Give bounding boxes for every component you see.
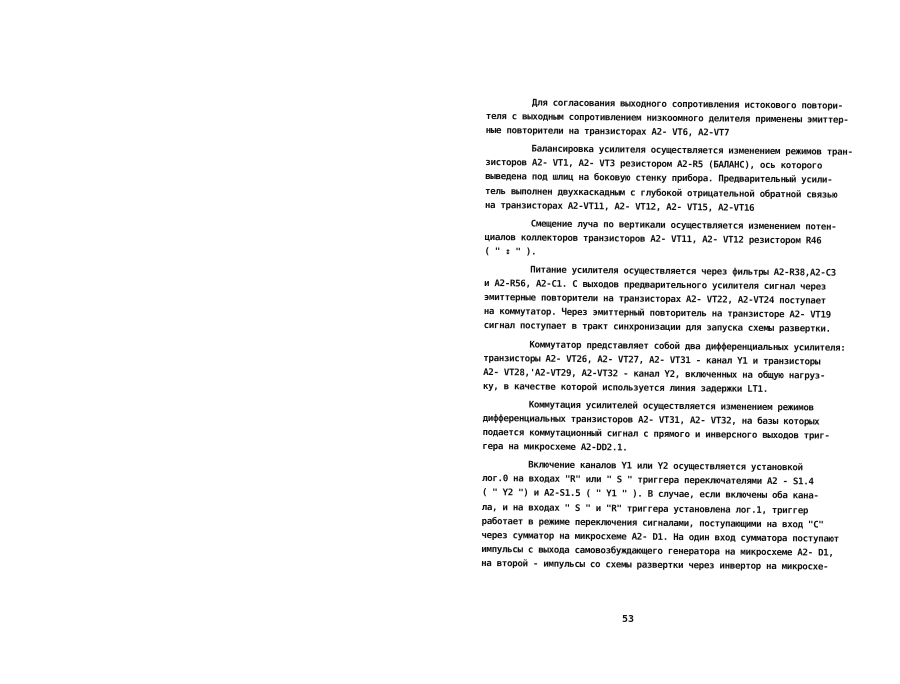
page-number: 53	[622, 614, 635, 625]
text-line: выведена под шлиц на боковую стенку прибора. Предварительный усили-	[485, 171, 833, 187]
text-line: транзисторы А2- VT26, А2- VT27, А2- VT31 - канал Y1 и транзисторы	[483, 352, 821, 368]
text-line: на коммутатор. Через эмиттерный повторитель на транзисторе А2- VT19	[483, 306, 831, 321]
text-line: сигнал поступает в тракт синхронизации для запуска схемы развертки.	[483, 320, 831, 336]
paragraph-commutation	[482, 398, 855, 458]
text-line: Для согласования выходного сопротивления истокового повтори-	[531, 97, 843, 112]
text-line: А2- VT28,'А2-VT29, А2-VT32 - канал Y2, включенных на общую нагруз-	[483, 366, 826, 382]
text-line: гера на микросхеме А2-DD2.1.	[482, 441, 628, 454]
text-line: ку, в качестве которой используется линия задержки LT1.	[482, 380, 768, 395]
paragraph-commutator	[483, 337, 856, 397]
text-line: теля с выходным сопротивлением низкоомного делителя применены эмиттер-	[485, 111, 849, 126]
text-line: ( " Y2 ") и А2-S1.5 ( " Y1 " ). В случае, если включены оба кана-	[481, 487, 819, 502]
text-line: через сумматор на микросхеме А2- D1. На один вход сумматора поступают	[481, 529, 839, 545]
document-text-column	[481, 96, 858, 579]
text-line: Коммутатор представляет собой два дифференциальных усилителя:	[529, 338, 846, 354]
text-line: Балансировка усилителя осуществляется изменением режимов тран-	[531, 143, 853, 159]
text-line: и А2-R56, А2-С1. С выходов предварительного усилителя сигнал через	[483, 278, 827, 293]
text-line: ла, и на входах " S " и "R" триггера установлена лог.1, триггер	[481, 501, 809, 516]
text-line: подается коммутационный сигнал с прямого и инверсного выходов триг-	[482, 427, 830, 442]
text-line: циалов коллекторов транзисторов А2- VT11, А2- VT12 резистором R46	[484, 231, 822, 247]
paragraph-vertical-shift	[484, 217, 856, 263]
text-line: Включение каналов Y1 или Y2 осуществляется установкой	[528, 459, 803, 474]
text-line: на транзисторах А2-VT11, А2- VT12, А2- VT15, А2-VT16	[484, 199, 755, 214]
text-line: лог.0 на входах "R" или " S " триггера переключателями А2 - S1.4	[481, 473, 814, 488]
text-line: Смещение луча по вертикали осуществляется изменением потен-	[530, 218, 837, 233]
text-line: эмиттерные повторители на транзисторах А2- VT22, А2-VT24 поступает	[483, 292, 826, 307]
text-line: зисторов А2- VT1, А2- VT3 резистором А2-R5 (БАЛАНС), ось которого	[485, 157, 823, 172]
text-line: ные повторители на транзисторах А2- VT6, А2-VT7	[485, 125, 730, 139]
text-line: работает в режиме переключения сигналами, поступающими на вход "С"	[481, 515, 824, 531]
text-line: дифференциальных транзисторов А2- VT31, А2- VT32, на базы которых	[482, 412, 820, 428]
text-line: на второй - импульсы со схемы развертки через инвертор на микросхе-	[481, 557, 829, 573]
text-line: Питание усилителя осуществляется через фильтры А2-R38,А2-С3	[530, 264, 836, 279]
paragraph-power-supply	[484, 263, 857, 337]
paragraph-balancing	[485, 142, 858, 216]
text-line: импульсы с выхода самовозбуждающего генератора на микросхеме А2- D1,	[481, 543, 834, 559]
text-line: Коммутация усилителей осуществляется изменением режимов	[528, 399, 814, 414]
text-line: тель выполнен двухкаскадным с глубокой отрицательной обратной связью	[484, 185, 838, 201]
text-line: ( " ↕ " ).	[484, 245, 537, 258]
paragraph-channel-switching	[481, 458, 854, 575]
paragraph-emitter-followers	[486, 96, 858, 142]
